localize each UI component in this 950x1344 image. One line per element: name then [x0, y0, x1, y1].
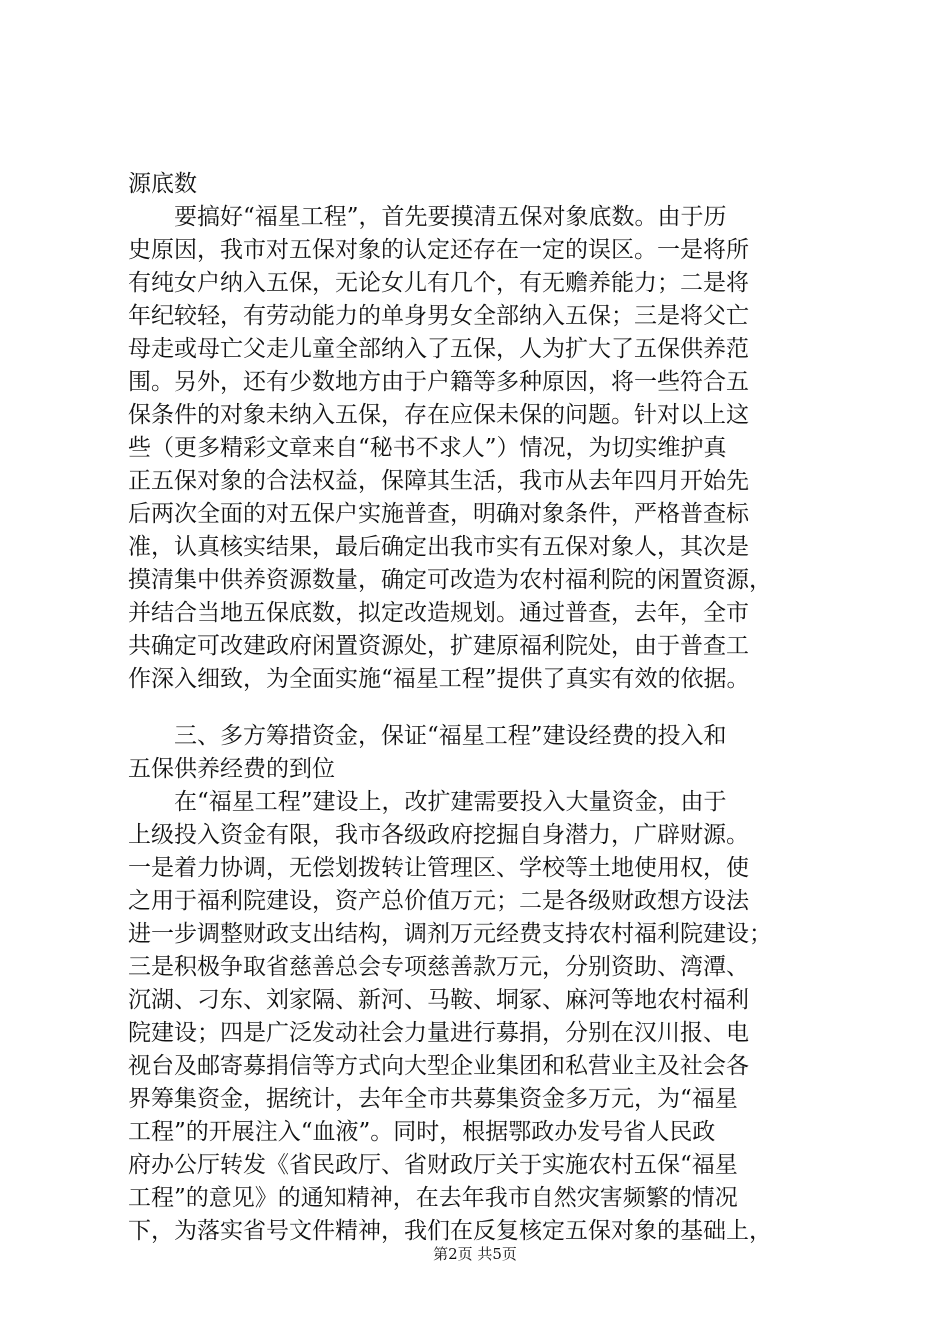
- text-line: 在“福星工程”建设上，改扩建需要投入大量资金，由于: [128, 789, 727, 815]
- text-line: 上级投入资金有限，我市各级政府挖掘自身潜力，广辟财源。: [128, 822, 749, 848]
- text-line: 工程”的意见》的通知精神，在去年我市自然灾害频繁的情况: [128, 1185, 738, 1211]
- text-line: 院建设；四是广泛发动社会力量进行募捐，分别在汉川报、电: [128, 1020, 749, 1046]
- text-line: 准，认真核实结果，最后确定出我市实有五保对象人，其次是: [128, 534, 749, 560]
- text-line: 保条件的对象未纳入五保，存在应保未保的问题。针对以上这: [128, 402, 749, 428]
- text-line: 有纯女户纳入五保，无论女儿有几个，有无赡养能力；二是将: [128, 270, 749, 296]
- text-line: 一是着力协调，无偿划拨转让管理区、学校等土地使用权，使: [128, 855, 749, 881]
- text-line: 后两次全面的对五保户实施普查，明确对象条件，严格普查标: [128, 501, 749, 527]
- text-line: 沉湖、刁东、刘家隔、新河、马鞍、垌冢、麻河等地农村福利: [128, 987, 749, 1013]
- text-line: 之用于福利院建设，资产总价值万元；二是各级财政想方设法: [128, 888, 749, 914]
- page-footer: [0, 1244, 950, 1264]
- text-line: 进一步调整财政支出结构，调剂万元经费支持农村福利院建设；: [128, 921, 772, 947]
- text-line: 三是积极争取省慈善总会专项慈善款万元，分别资助、湾潭、: [128, 954, 749, 980]
- text-line: 下，为落实省号文件精神，我们在反复核定五保对象的基础上，: [128, 1218, 772, 1244]
- text-line: 年纪较轻，有劳动能力的单身男女全部纳入五保；三是将父亡: [128, 303, 749, 329]
- text-line: 视台及邮寄募捐信等方式向大型企业集团和私营业主及社会各: [128, 1053, 749, 1079]
- paragraph-block-2: [128, 720, 838, 1248]
- document-body: [128, 168, 838, 1248]
- text-line: 围。另外，还有少数地方由于户籍等多种原因，将一些符合五: [128, 369, 749, 395]
- text-line: 共确定可改建政府闲置资源处，扩建原福利院处，由于普查工: [128, 633, 749, 659]
- text-line: 作深入细致，为全面实施“福星工程”提供了真实有效的依据。: [128, 666, 750, 692]
- text-line: 母走或母亡父走儿童全部纳入了五保，人为扩大了五保供养范: [128, 336, 749, 362]
- paragraph-spacer: [128, 696, 838, 720]
- text-line: 府办公厅转发《省民政厅、省财政厅关于实施农村五保“福星: [128, 1152, 738, 1178]
- section-heading-line: 五保供养经费的到位: [128, 756, 335, 782]
- text-line: 些（更多精彩文章来自“秘书不求人”）情况，为切实维护真: [128, 435, 727, 461]
- section-heading-line: 三、多方筹措资金，保证“福星工程”建设经费的投入和: [128, 723, 727, 749]
- text-line: 工程”的开展注入“血液”。同时，根据鄂政办发号省人民政: [128, 1119, 716, 1145]
- text-line: 并结合当地五保底数，拟定改造规划。通过普查，去年，全市: [128, 600, 749, 626]
- paragraph-block-1: [128, 168, 838, 696]
- text-line: 要搞好“福星工程”，首先要摸清五保对象底数。由于历: [128, 204, 727, 230]
- text-line: 正五保对象的合法权益，保障其生活，我市从去年四月开始先: [128, 468, 749, 494]
- text-line: 摸清集中供养资源数量，确定可改造为农村福利院的闲置资源，: [128, 567, 772, 593]
- text-line: 源底数: [128, 171, 197, 197]
- text-line: 史原因，我市对五保对象的认定还存在一定的误区。一是将所: [128, 237, 749, 263]
- page-number-label: 第2页 共5页: [433, 1245, 517, 1263]
- text-line: 界筹集资金，据统计，去年全市共募集资金多万元，为“福星: [128, 1086, 738, 1112]
